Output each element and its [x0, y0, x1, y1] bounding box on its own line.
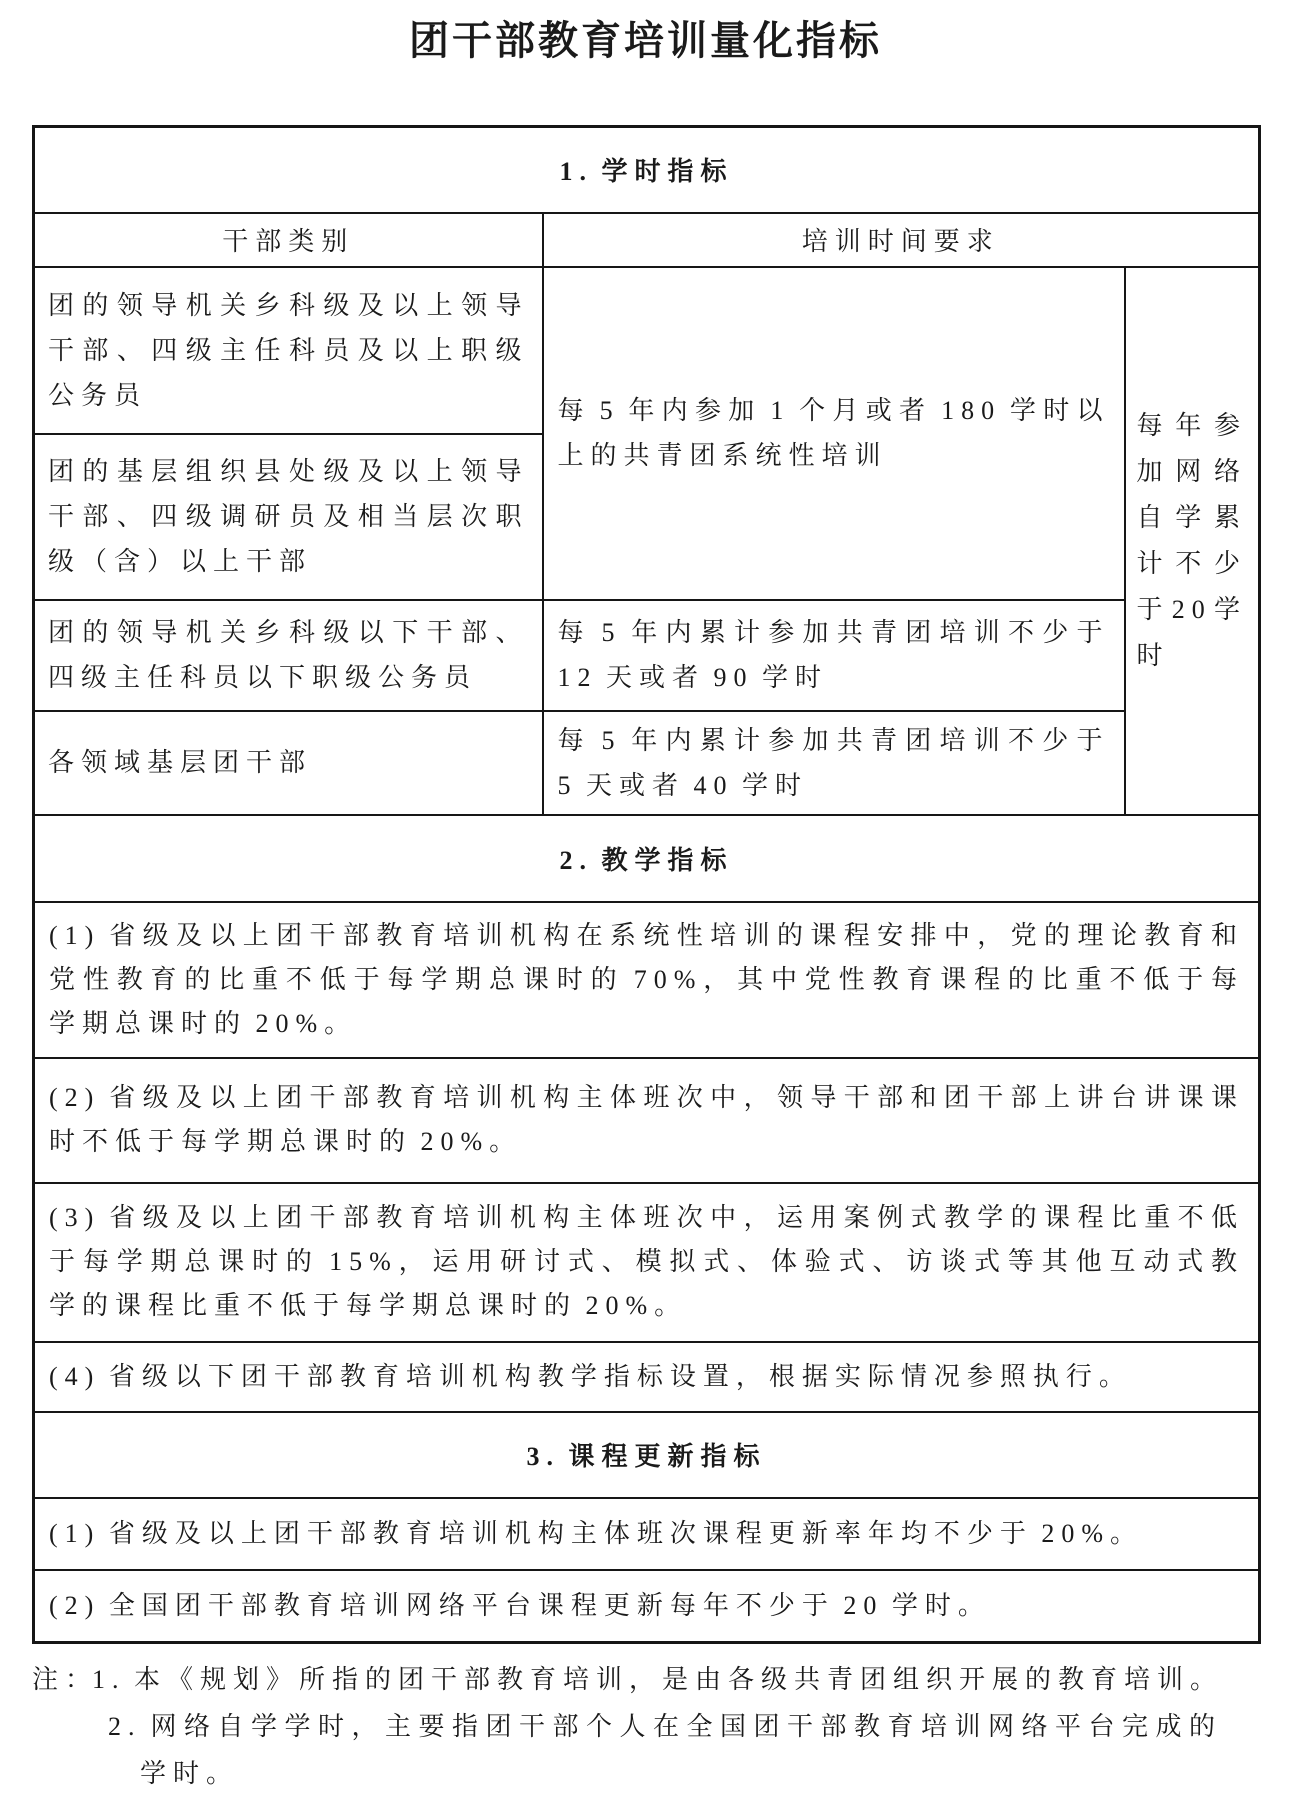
teaching-item-cell: (1) 省级及以上团干部教育培训机构在系统性培训的课程安排中，党的理论教育和党性教育的比重不低于每学期总课时的 70%，其中党性教育课程的比重不低于每学期总课时的 20%。: [34, 902, 1260, 1058]
table-row: [34, 902, 1260, 1058]
table-row: [34, 267, 1260, 434]
cadre-category-cell: 各领域基层团干部: [34, 711, 543, 815]
note-item: 2. 网络自学学时，主要指团干部个人在全国团干部教育培训网络平台完成的学时。: [108, 1712, 1222, 1788]
table-row: [34, 1498, 1260, 1570]
table-row: [34, 1570, 1260, 1643]
column-header-requirement: 培训时间要求: [543, 213, 1260, 267]
indicator-table: [32, 125, 1261, 1644]
teaching-item-cell: (2) 省级及以上团干部教育培训机构主体班次中，领导干部和团干部上讲台讲课课时不低于每学期总课时的 20%。: [34, 1058, 1260, 1183]
annual-online-study-cell: 每年参加网络自学累计不少于20学时: [1125, 267, 1260, 815]
section2-heading-cell: 2. 教学指标: [34, 815, 1260, 902]
table-row: [34, 1183, 1260, 1342]
section3-heading-row: [34, 1412, 1260, 1498]
cadre-category-cell: 团的领导机关乡科级及以上领导干部、四级主任科员及以上职级公务员: [34, 267, 543, 434]
section1-heading-cell: 1. 学时指标: [34, 127, 1260, 213]
training-requirement-cell: 每 5 年内累计参加共青团培训不少于 12 天或者 90 学时: [543, 600, 1125, 711]
column-header-category: 干部类别: [34, 213, 543, 267]
notes-label: 注：: [32, 1665, 99, 1694]
table-row: [34, 711, 1260, 815]
teaching-item-cell: (4) 省级以下团干部教育培训机构教学指标设置，根据实际情况参照执行。: [34, 1342, 1260, 1412]
table-row: [34, 600, 1260, 711]
course-update-item-cell: (2) 全国团干部教育培训网络平台课程更新每年不少于 20 学时。: [34, 1570, 1260, 1643]
document-title: 团干部教育培训量化指标: [409, 18, 882, 63]
section1-heading-row: [34, 127, 1260, 213]
note-item: 1. 本《规划》所指的团干部教育培训，是由各级共青团组织开展的教育培训。: [92, 1665, 1224, 1694]
training-requirement-cell: 每 5 年内累计参加共青团培训不少于 5 天或者 40 学时: [543, 711, 1125, 815]
section2-heading-row: [34, 815, 1260, 902]
table-row: [34, 1342, 1260, 1412]
teaching-item-cell: (3) 省级及以上团干部教育培训机构主体班次中，运用案例式教学的课程比重不低于每学期总课时的 15%，运用研讨式、模拟式、体验式、访谈式等其他互动式教学的课程比重不低于每学期总课时的 20%。: [34, 1183, 1260, 1342]
column-header-row: [34, 213, 1260, 267]
training-requirement-cell: 每 5 年内参加 1 个月或者 180 学时以上的共青团系统性培训: [543, 267, 1125, 600]
cadre-category-cell: 团的领导机关乡科级以下干部、四级主任科员以下职级公务员: [34, 600, 543, 711]
table-row: [34, 1058, 1260, 1183]
section3-heading-cell: 3. 课程更新指标: [34, 1412, 1260, 1498]
notes: [32, 1656, 1258, 1795]
course-update-item-cell: (1) 省级及以上团干部教育培训机构主体班次课程更新率年均不少于 20%。: [34, 1498, 1260, 1570]
cadre-category-cell: 团的基层组织县处级及以上领导干部、四级调研员及相当层次职级（含）以上干部: [34, 434, 543, 600]
